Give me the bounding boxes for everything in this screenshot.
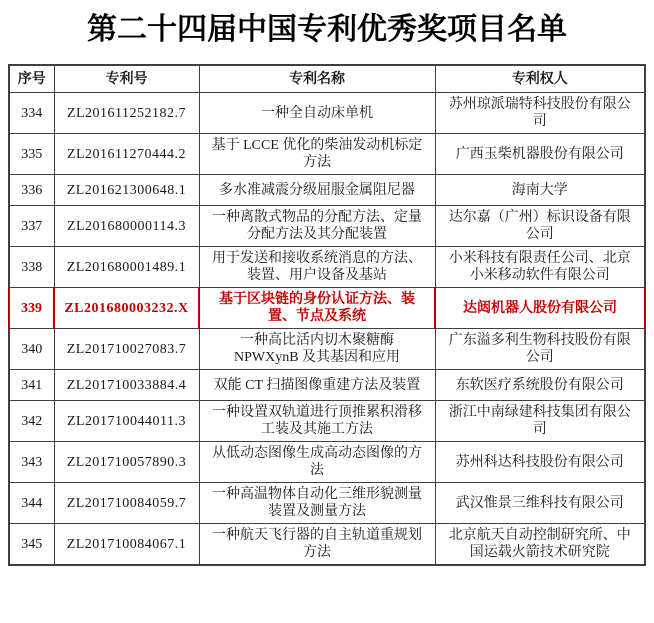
document-page <box>0 13 654 623</box>
cell-patent_no: ZL201710033884.4 <box>54 370 199 401</box>
cell-name: 一种设置双轨道进行顶推累积滑移工装及其施工方法 <box>199 401 435 442</box>
column-header-owner: 专利权人 <box>435 65 645 93</box>
cell-owner: 东软医疗系统股份有限公司 <box>435 370 645 401</box>
table-row <box>9 329 645 370</box>
cell-patent_no: ZL201710084059.7 <box>54 483 199 524</box>
table-row <box>9 442 645 483</box>
cell-owner: 广东溢多利生物科技股份有限公司 <box>435 329 645 370</box>
table-row <box>9 524 645 566</box>
cell-owner: 苏州科达科技股份有限公司 <box>435 442 645 483</box>
cell-index: 340 <box>9 329 54 370</box>
table-row <box>9 206 645 247</box>
cell-patent_no: ZL201710044011.3 <box>54 401 199 442</box>
page-title: 第二十四届中国专利优秀奖项目名单 <box>87 13 567 46</box>
cell-name: 一种高比活内切木聚糖酶 NPWXynB 及其基因和应用 <box>199 329 435 370</box>
cell-index: 337 <box>9 206 54 247</box>
cell-patent_no: ZL201611252182.7 <box>54 93 199 134</box>
cell-patent_no: ZL201680001489.1 <box>54 247 199 288</box>
cell-name: 基于区块链的身份认证方法、装置、节点及系统 <box>199 288 435 329</box>
cell-patent_no: ZL201621300648.1 <box>54 175 199 206</box>
table-row-highlighted <box>9 288 645 329</box>
cell-owner: 浙江中南绿建科技集团有限公司 <box>435 401 645 442</box>
cell-owner: 达尔嘉（广州）标识设备有限公司 <box>435 206 645 247</box>
column-header-index: 序号 <box>9 65 54 93</box>
cell-name: 双能 CT 扫描图像重建方法及装置 <box>199 370 435 401</box>
cell-owner: 小米科技有限责任公司、北京小米移动软件有限公司 <box>435 247 645 288</box>
cell-index: 344 <box>9 483 54 524</box>
cell-name: 一种全自动床单机 <box>199 93 435 134</box>
cell-index: 342 <box>9 401 54 442</box>
cell-owner: 武汉惟景三维科技有限公司 <box>435 483 645 524</box>
table-row <box>9 247 645 288</box>
table-header <box>9 65 645 93</box>
cell-index: 336 <box>9 175 54 206</box>
cell-index: 341 <box>9 370 54 401</box>
cell-patent_no: ZL201680003232.X <box>54 288 199 329</box>
cell-patent_no: ZL201611270444.2 <box>54 134 199 175</box>
cell-patent_no: ZL201710057890.3 <box>54 442 199 483</box>
cell-patent_no: ZL201680000114.3 <box>54 206 199 247</box>
cell-owner: 海南大学 <box>435 175 645 206</box>
cell-owner: 广西玉柴机器股份有限公司 <box>435 134 645 175</box>
table-row <box>9 134 645 175</box>
cell-name: 用于发送和接收系统消息的方法、装置、用户设备及基站 <box>199 247 435 288</box>
table-row <box>9 93 645 134</box>
cell-name: 一种离散式物品的分配方法、定量分配方法及其分配装置 <box>199 206 435 247</box>
table-body <box>9 93 645 566</box>
cell-owner: 苏州琼派瑞特科技股份有限公司 <box>435 93 645 134</box>
cell-owner: 达闼机器人股份有限公司 <box>435 288 645 329</box>
cell-owner: 北京航天自动控制研究所、中国运载火箭技术研究院 <box>435 524 645 566</box>
column-header-name: 专利名称 <box>199 65 435 93</box>
cell-patent_no: ZL201710084067.1 <box>54 524 199 566</box>
cell-name: 基于 LCCE 优化的柴油发动机标定方法 <box>199 134 435 175</box>
cell-index: 334 <box>9 93 54 134</box>
column-header-patent_no: 专利号 <box>54 65 199 93</box>
table-row <box>9 401 645 442</box>
cell-index: 339 <box>9 288 54 329</box>
cell-index: 343 <box>9 442 54 483</box>
cell-name: 一种高温物体自动化三维形貌测量装置及测量方法 <box>199 483 435 524</box>
table-row <box>9 483 645 524</box>
table-row <box>9 370 645 401</box>
cell-name: 一种航天飞行器的自主轨道重规划方法 <box>199 524 435 566</box>
cell-name: 从低动态图像生成高动态图像的方法 <box>199 442 435 483</box>
patent-award-table <box>8 64 646 566</box>
cell-patent_no: ZL201710027083.7 <box>54 329 199 370</box>
cell-name: 多水准减震分级屈服金属阻尼器 <box>199 175 435 206</box>
cell-index: 338 <box>9 247 54 288</box>
table-row <box>9 175 645 206</box>
table-header-row <box>9 65 645 93</box>
cell-index: 335 <box>9 134 54 175</box>
cell-index: 345 <box>9 524 54 566</box>
